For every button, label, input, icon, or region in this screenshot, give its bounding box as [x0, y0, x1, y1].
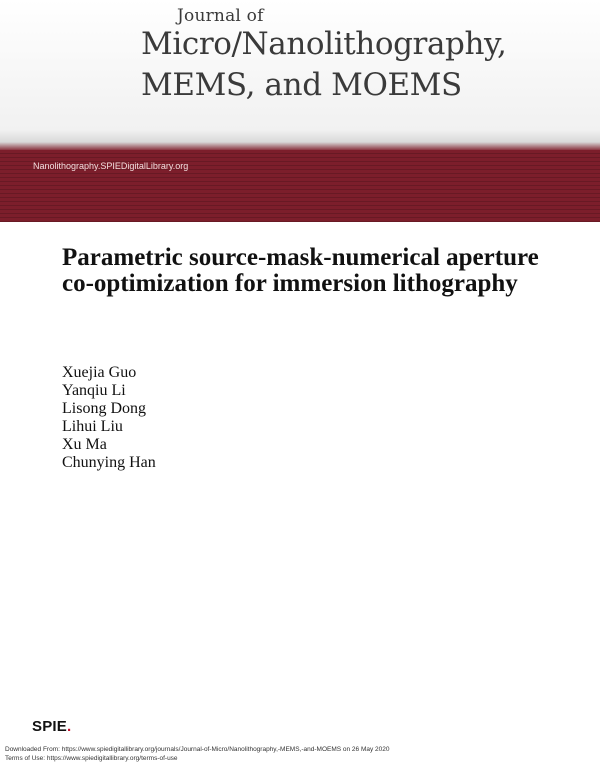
- journal-band: [0, 150, 600, 222]
- journal-name-line1: Micro/Nanolithography,: [141, 26, 507, 62]
- spie-logo: [32, 718, 71, 735]
- spie-logo-dot: .: [66, 718, 72, 735]
- author-name: Lisong Dong: [62, 400, 146, 417]
- download-notice: Downloaded From: https://www.spiedigitallibrary.org/journals/Journal-of-Micro/Nanolithography,-MEMS,-and-MOEMS on 26 May 2020: [5, 746, 390, 753]
- author-name: Yanqiu Li: [62, 382, 126, 399]
- journal-header: [0, 0, 600, 130]
- author-name: Lihui Liu: [62, 418, 123, 435]
- author-name: Xu Ma: [62, 436, 107, 453]
- journal-name-line2: MEMS, and MOEMS: [141, 67, 462, 103]
- download-footer: [5, 745, 595, 763]
- header-band-transition: [0, 130, 600, 150]
- terms-of-use-notice: Terms of Use: https://www.spiedigitallibrary.org/terms-of-use: [5, 755, 178, 762]
- author-name: Chunying Han: [62, 454, 156, 471]
- article-title: Parametric source-mask-numerical aperture co-optimization for immersion lithography: [62, 244, 539, 297]
- journal-url[interactable]: Nanolithography.SPIEDigitalLibrary.org: [33, 161, 189, 171]
- author-name: Xuejia Guo: [62, 364, 137, 381]
- spie-logo-text: SPIE: [32, 718, 67, 735]
- author-list: [62, 364, 156, 472]
- journal-name: [141, 24, 581, 106]
- journal-of-label: Journal of: [177, 6, 264, 26]
